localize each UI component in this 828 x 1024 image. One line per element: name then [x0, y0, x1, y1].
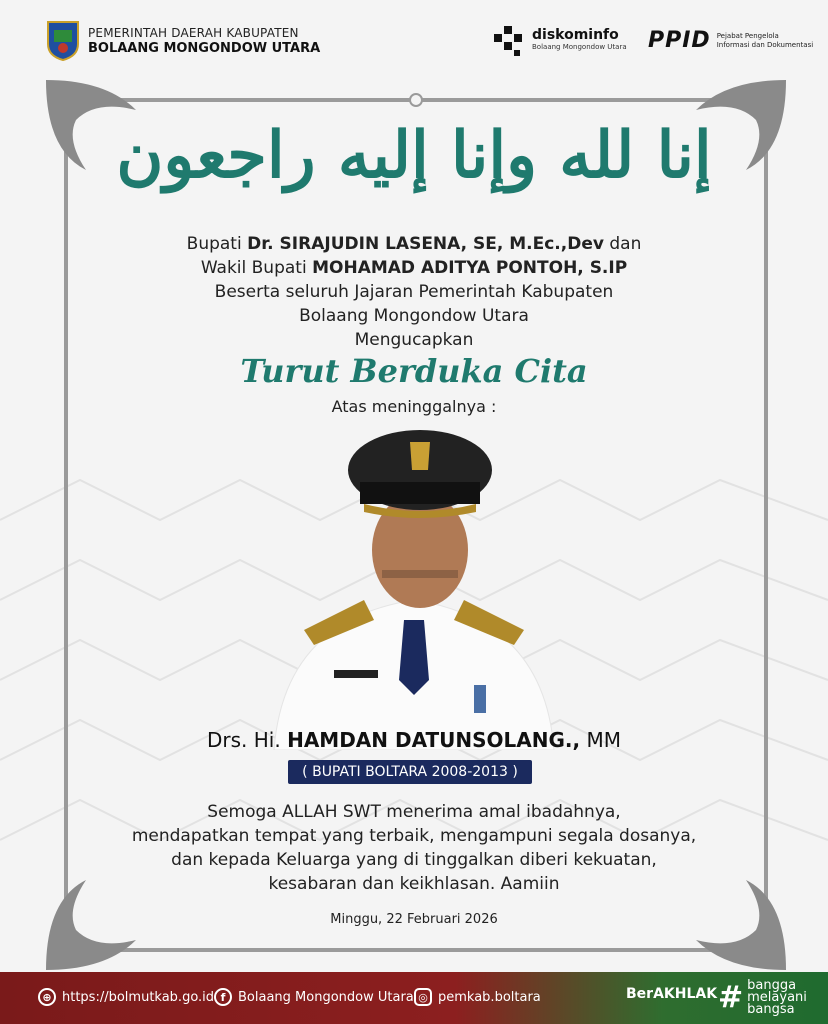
intro-line2-a: Wakil Bupati [200, 258, 313, 278]
government-branding [46, 20, 320, 62]
date-label: Minggu, 22 Februari 2026 [330, 912, 498, 927]
condolence-heading: Turut Berduka Cita [240, 352, 588, 390]
bangga-line2: melayani [747, 990, 807, 1005]
ppid-sub2: Informasi dan Dokumentasi [716, 40, 814, 49]
atas-label: Atas meninggalnya : [331, 397, 497, 416]
intro-line4: Bolaang Mongondow Utara [299, 306, 529, 326]
prayer-line3: dan kepada Keluarga yang di tinggalkan diberi kekuatan, [171, 850, 657, 870]
website-link[interactable] [38, 988, 214, 1006]
prayer-line2: mendapatkan tempat yang terbaik, mengampuni segala dosanya, [131, 826, 697, 846]
arabic-calligraphy: إنا لله وإنا إليه راجعون [116, 118, 712, 193]
diskominfo-logo [494, 24, 627, 58]
diskominfo-name: diskominfo [532, 27, 619, 43]
intro-line1-a: Bupati [186, 234, 248, 254]
deceased-prefix: Drs. Hi. [207, 728, 288, 752]
berakhlak-text: BerAKHLAK [626, 986, 718, 1002]
ppid-sub1: Pejabat Pengelola [716, 31, 779, 40]
instagram-icon: ◎ [414, 988, 432, 1006]
intro-line3: Beserta seluruh Jajaran Pemerintah Kabupaten [214, 282, 614, 302]
prayer-text [0, 800, 828, 896]
instagram-text: pemkab.boltara [438, 989, 541, 1005]
globe-icon: ⊕ [38, 988, 56, 1006]
facebook-link[interactable] [214, 988, 414, 1006]
office-badge: ( BUPATI BOLTARA 2008-2013 ) [288, 760, 532, 784]
facebook-text: Bolaang Mongondow Utara [238, 989, 414, 1005]
gov-line2: BOLAANG MONGONDOW UTARA [88, 41, 321, 56]
header [0, 0, 828, 78]
intro-line1-c: dan [603, 234, 642, 254]
regency-emblem-icon [46, 20, 80, 62]
intro-text [0, 232, 828, 352]
vice-regent-name: MOHAMAD ADITYA PONTOH, S.IP [312, 258, 628, 278]
berakhlak-logo [626, 986, 717, 1002]
diskominfo-sub: Bolaang Mongondow Utara [532, 43, 627, 51]
deceased-name [0, 728, 828, 752]
regent-name: Dr. SIRAJUDIN LASENA, SE, M.Ec.,Dev [247, 234, 604, 254]
website-text: https://bolmutkab.go.id [62, 989, 215, 1005]
bangga-line1: bangga [747, 978, 797, 993]
bangga-line3: bangsa [747, 1002, 795, 1017]
footer [0, 972, 828, 1024]
prayer-line1: Semoga ALLAH SWT menerima amal ibadahnya, [207, 802, 621, 822]
intro-line5: Mengucapkan [354, 330, 474, 350]
instagram-link[interactable] [414, 988, 541, 1006]
deceased-suffix: MM [580, 728, 621, 752]
bangga-melayani-logo [718, 980, 807, 1016]
gov-line1: PEMERINTAH DAERAH KABUPATEN [88, 26, 299, 40]
prayer-line4: kesabaran dan keikhlasan. Aamiin [268, 874, 560, 894]
ppid-logo [648, 28, 813, 53]
deceased-portrait [264, 420, 564, 750]
ppid-name: PPID [648, 28, 711, 53]
diskominfo-icon [494, 24, 528, 58]
facebook-icon: f [214, 988, 232, 1006]
hashtag-icon: # [718, 980, 744, 1015]
deceased-main-name: HAMDAN DATUNSOLANG., [287, 728, 581, 752]
